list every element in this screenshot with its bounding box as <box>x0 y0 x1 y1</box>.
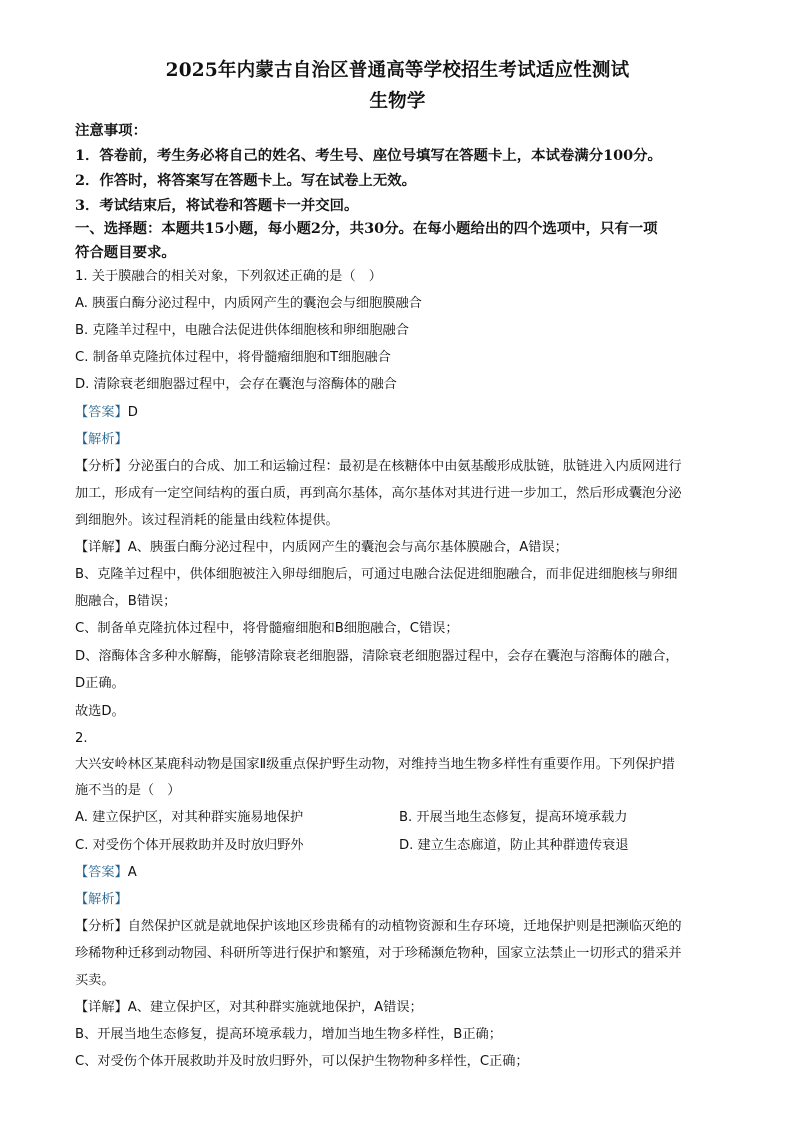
q1-answer <box>75 403 735 423</box>
section-heading-cont: 符合题目要求。 <box>75 244 176 261</box>
q1-xiangjie-line: D、溶酶体含多种水解酶，能够清除衰老细胞器，清除衰老细胞器过程中，会存在囊泡与溶酶体的融合， <box>75 649 679 664</box>
notice-item: 1．答卷前，考生务必将自己的姓名、考生号、座位号填写在答题卡上，本试卷满分100分。 <box>75 147 662 164</box>
xiangjie-text: A、胰蛋白酶分泌过程中，内质网产生的囊泡会与高尔基体膜融合，A错误； <box>127 540 568 555</box>
q2-stem-cont: 施不当的是（ ） <box>75 783 181 798</box>
q2-fenxi-line <box>75 917 735 937</box>
q1-option-b: B. 克隆羊过程中，电融合法促进供体细胞核和卵细胞融合 <box>75 323 409 338</box>
q2-option-a: A. 建立保护区，对其种群实施易地保护 <box>75 810 304 825</box>
q2-analysis-tag <box>75 890 735 910</box>
q2-xiangjie-line: B、开展当地生态修复，提高环境承载力，增加当地生物多样性，B正确； <box>75 1027 502 1042</box>
xiangjie-tag: 【详解】 <box>75 540 128 555</box>
xiangjie-tag: 【详解】 <box>75 1000 128 1015</box>
q1-xiangjie-line: C、制备单克隆抗体过程中，将骨髓瘤细胞和B细胞融合，C错误； <box>75 621 459 636</box>
q2-option-b: B. 开展当地生态修复，提高环境承载力 <box>399 810 628 825</box>
fenxi-text: 自然保护区就是就地保护该地区珍贵稀有的动植物资源和生存环境，迁地保护则是把濒临灭绝的 <box>127 919 682 934</box>
notice-heading: 注意事项： <box>75 122 147 139</box>
section-heading: 一、选择题：本题共15小题，每小题2分，共30分。在每小题给出的四个选项中，只有一项 <box>75 220 658 237</box>
analysis-tag: 【解析】 <box>75 892 128 907</box>
q1-fenxi-line <box>75 457 735 477</box>
q2-options-row <box>75 836 735 856</box>
q2-xiangjie-line: C、对受伤个体开展救助并及时放归野外，可以保护生物物种多样性，C正确； <box>75 1054 529 1069</box>
q2-option-c: C. 对受伤个体开展救助并及时放归野外 <box>75 838 304 853</box>
q1-stem: 1. 关于膜融合的相关对象，下列叙述正确的是（ ） <box>75 269 382 284</box>
answer-tag: 【答案】 <box>75 865 128 880</box>
fenxi-tag: 【分析】 <box>75 459 128 474</box>
q2-fenxi-line: 买卖。 <box>75 973 115 988</box>
q2-options-row <box>75 808 735 828</box>
exam-title: 2025年内蒙古自治区普通高等学校招生考试适应性测试 <box>165 60 630 81</box>
q1-conclusion: 故选D。 <box>75 704 125 719</box>
q1-analysis-tag <box>75 430 735 450</box>
q1-xiangjie-line: B、克隆羊过程中，供体细胞被注入卵母细胞后，可通过电融合法促进细胞融合，而非促进细胞核与卵细 <box>75 567 678 582</box>
q2-option-d: D. 建立生态廊道，防止其种群遗传衰退 <box>399 838 629 853</box>
q1-xiangjie-line <box>75 538 735 558</box>
q1-xiangjie-line: D正确。 <box>75 676 125 691</box>
q2-xiangjie-line <box>75 998 735 1018</box>
xiangjie-text: A、建立保护区，对其种群实施就地保护，A错误； <box>127 1000 423 1015</box>
notice-item: 3．考试结束后，将试卷和答题卡一并交回。 <box>75 197 359 214</box>
answer-value: A <box>127 865 137 880</box>
fenxi-text: 分泌蛋白的合成、加工和运输过程：最初是在核糖体中由氨基酸形成肽链，肽链进入内质网进行 <box>127 459 682 474</box>
subject-title: 生物学 <box>369 91 426 112</box>
answer-value: D <box>127 405 138 420</box>
q1-xiangjie-line: 胞融合，B错误； <box>75 594 177 609</box>
q2-number: 2. <box>75 731 88 746</box>
q1-option-c: C. 制备单克隆抗体过程中，将骨髓瘤细胞和T细胞融合 <box>75 350 391 365</box>
q1-fenxi-line: 到细胞外。该过程消耗的能量由线粒体提供。 <box>75 513 339 528</box>
q1-fenxi-line: 加工，形成有一定空间结构的蛋白质，再到高尔基体，高尔基体对其进行进一步加工，然后形成囊泡分泌 <box>75 486 682 501</box>
analysis-tag: 【解析】 <box>75 432 128 447</box>
q1-option-a: A. 胰蛋白酶分泌过程中，内质网产生的囊泡会与细胞膜融合 <box>75 296 422 311</box>
q2-answer <box>75 863 735 883</box>
q2-fenxi-line: 珍稀物种迁移到动物园、科研所等进行保护和繁殖，对于珍稀濒危物种，国家立法禁止一切形式的猎采并 <box>75 946 682 961</box>
q1-option-d: D. 清除衰老细胞器过程中，会存在囊泡与溶酶体的融合 <box>75 377 397 392</box>
q2-stem: 大兴安岭林区某鹿科动物是国家Ⅱ级重点保护野生动物，对维持当地生物多样性有重要作用。下列保护措 <box>75 757 675 772</box>
notice-item: 2．作答时，将答案写在答题卡上。写在试卷上无效。 <box>75 172 416 189</box>
fenxi-tag: 【分析】 <box>75 919 128 934</box>
answer-tag: 【答案】 <box>75 405 128 420</box>
